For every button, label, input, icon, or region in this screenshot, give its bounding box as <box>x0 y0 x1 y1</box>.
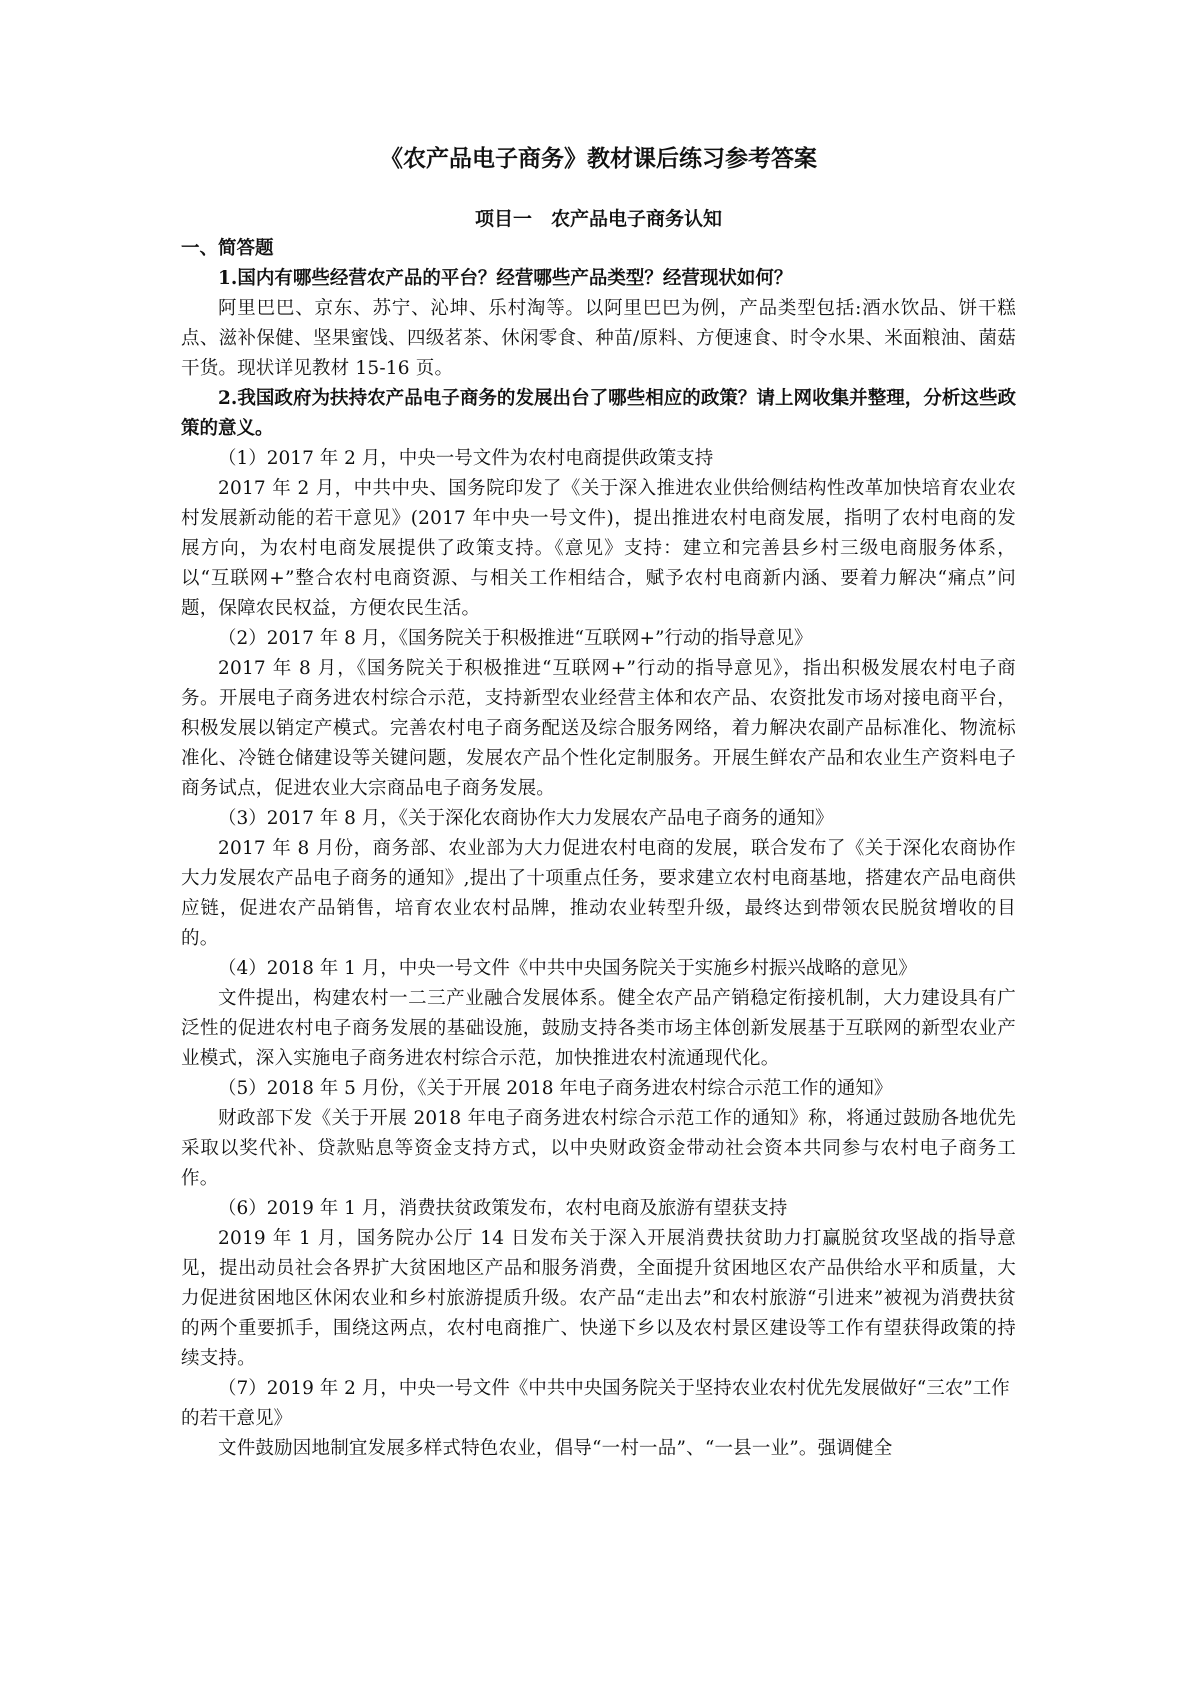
question-1: 1.国内有哪些经营农产品的平台？经营哪些产品类型？经营现状如何？ <box>218 268 793 289</box>
policy-body-5: 财政部下发《关于开展 2018 年电子商务进农村综合示范工作的通知》称，将通过鼓励各地优先采取以奖代补、贷款贴息等资金支持方式，以中央财政资金带动社会资本共同参与农村电子商务工作。 <box>181 1108 1016 1189</box>
answer-1: 阿里巴巴、京东、苏宁、沁坤、乐村淘等。以阿里巴巴为例，产品类型包括:酒水饮品、饼干糕点、滋补保健、坚果蜜饯、四级茗茶、休闲零食、种苗/原料、方便速食、时令水果、米面粮油、菌菇干货。现状详见教材 15-16 页。 <box>181 298 1016 379</box>
policy-body-2: 2017 年 8 月，《国务院关于积极推进“互联网+”行动的指导意见》，指出积极发展农村电子商务。开展电子商务进农村综合示范，支持新型农业经营主体和农产品、农资批发市场对接电商平台，积极发展以销定产模式。完善农村电子商务配送及综合服务网络，着力解决农副产品标准化、物流标准化、冷链仓储建设等关键问题，发展农产品个性化定制服务。开展生鲜农产品和农业生产资料电子商务试点，促进农业大宗商品电子商务发展。 <box>181 658 1016 799</box>
policy-heading-6: （6）2019 年 1 月，消费扶贫政策发布，农村电商及旅游有望获支持 <box>218 1198 788 1219</box>
policy-heading-7: （7）2019 年 2 月，中央一号文件《中共中央国务院关于坚持农业农村优先发展做好“三农”工作的若干意见》 <box>181 1378 1010 1429</box>
policy-heading-1: （1）2017 年 2 月，中央一号文件为农村电商提供政策支持 <box>218 448 714 469</box>
document-title: 《农产品电子商务》教材课后练习参考答案 <box>380 145 817 172</box>
question-2: 2.我国政府为扶持农产品电子商务的发展出台了哪些相应的政策？请上网收集并整理，分析这些政策的意义。 <box>181 388 1016 439</box>
policy-body-3: 2017 年 8 月份，商务部、农业部为大力促进农村电商的发展，联合发布了《关于深化农商协作大力发展农产品电子商务的通知》,提出了十项重点任务，要求建立农村电商基地，搭建农产品电商供应链，促进农产品销售，培育农业农村品牌，推动农业转型升级，最终达到带领农民脱贫增收的目的。 <box>181 838 1016 949</box>
policy-body-4: 文件提出，构建农村一二三产业融合发展体系。健全农产品产销稳定衔接机制，大力建设具有广泛性的促进农村电子商务发展的基础设施，鼓励支持各类市场主体创新发展基于互联网的新型农业产业模式，深入实施电子商务进农村综合示范，加快推进农村流通现代化。 <box>181 988 1016 1069</box>
document-page <box>181 142 1016 1464</box>
project-title: 项目一 农产品电子商务认知 <box>474 208 722 230</box>
policy-body-6: 2019 年 1 月，国务院办公厅 14 日发布关于深入开展消费扶贫助力打赢脱贫攻坚战的指导意见，提出动员社会各界扩大贫困地区产品和服务消费，全面提升贫困地区农产品供给水平和质量，大力促进贫困地区休闲农业和乡村旅游提质升级。农产品“走出去”和农村旅游“引进来”被视为消费扶贫的两个重要抓手，围绕这两点，农村电商推广、快递下乡以及农村景区建设等工作有望获得政策的持续支持。 <box>181 1228 1016 1369</box>
section-title: 一、简答题 <box>181 238 274 259</box>
policy-heading-3: （3）2017 年 8 月，《关于深化农商协作大力发展农产品电子商务的通知》 <box>218 808 834 829</box>
policy-heading-5: （5）2018 年 5 月份，《关于开展 2018 年电子商务进农村综合示范工作的通知》 <box>218 1078 893 1099</box>
policy-body-1: 2017 年 2 月，中共中央、国务院印发了《关于深入推进农业供给侧结构性改革加快培育农业农村发展新动能的若干意见》(2017 年中央一号文件)，提出推进农村电商发展，指明了农村电商的发展方向，为农村电商发展提供了政策支持。《意见》支持：建立和完善县乡村三级电商服务体系，以“互联网+”整合农村电商资源、与相关工作相结合，赋予农村电商新内涵、要着力解决“痛点”问题，保障农民权益，方便农民生活。 <box>181 478 1016 619</box>
policy-heading-2: （2）2017 年 8 月，《国务院关于积极推进“互联网+”行动的指导意见》 <box>218 628 813 649</box>
policy-body-7: 文件鼓励因地制宜发展多样式特色农业，倡导“一村一品”、“一县一业”。强调健全 <box>218 1438 893 1459</box>
policy-heading-4: （4）2018 年 1 月，中央一号文件《中共中央国务院关于实施乡村振兴战略的意见》 <box>218 958 917 979</box>
